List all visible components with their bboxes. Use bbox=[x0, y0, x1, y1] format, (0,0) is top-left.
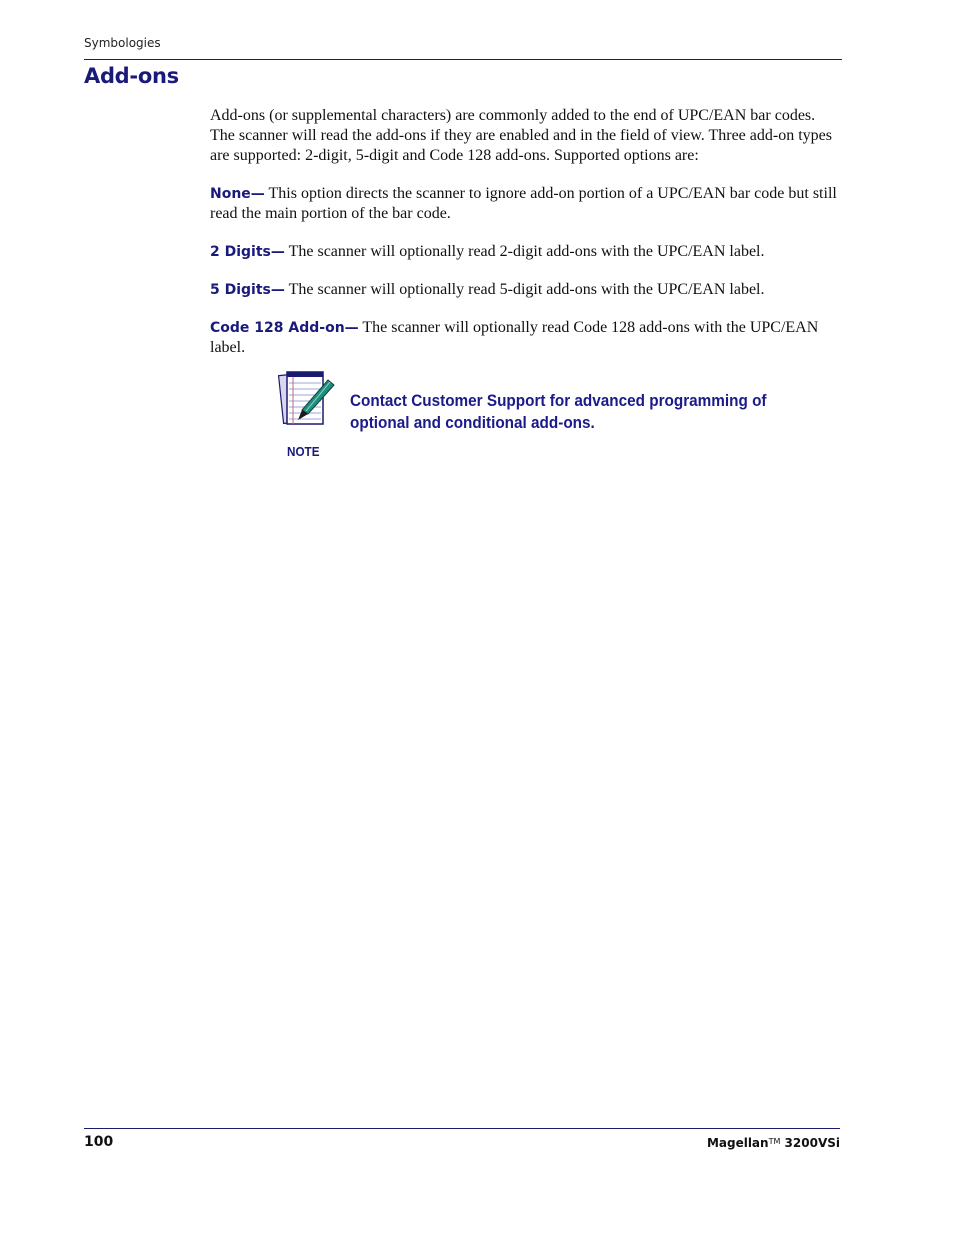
option-none bbox=[210, 184, 842, 224]
option-term: 5 Digits— bbox=[210, 282, 285, 298]
note-text: Contact Customer Support for advanced programming of optional and conditional add-ons. bbox=[350, 391, 767, 432]
footer-rule bbox=[84, 1128, 840, 1129]
note-label: NOTE bbox=[287, 444, 320, 459]
trademark-symbol: TM bbox=[768, 1137, 781, 1146]
note-pad-pen-icon bbox=[278, 370, 336, 430]
option-term: 2 Digits— bbox=[210, 244, 285, 260]
option-code-128 bbox=[210, 318, 842, 358]
option-description: The scanner will optionally read 5-digit add-ons with the UPC/EAN label. bbox=[284, 281, 765, 298]
option-2-digits bbox=[210, 242, 842, 262]
option-term: Code 128 Add-on— bbox=[210, 320, 359, 336]
header-section-label: Symbologies bbox=[84, 36, 161, 50]
body-text bbox=[210, 106, 842, 376]
page-title: Add-ons bbox=[84, 64, 179, 88]
page-number: 100 bbox=[84, 1134, 114, 1150]
option-description: The scanner will optionally read 2-digit add-ons with the UPC/EAN label. bbox=[284, 243, 765, 260]
product-model: 3200VSi bbox=[780, 1136, 840, 1150]
option-description: This option directs the scanner to ignore add-on portion of a UPC/EAN bar code but still read the main portion of the bar code. bbox=[210, 185, 837, 222]
option-5-digits bbox=[210, 280, 842, 300]
option-term: None— bbox=[210, 186, 265, 202]
intro-paragraph: Add-ons (or supplemental characters) are commonly added to the end of UPC/EAN bar codes. The scanner will read the add-ons if they are enabled and in the field of view. Three add-on types are supported: 2-digit, 5-digit and Code 128 add-ons. Supported options are: bbox=[210, 107, 832, 164]
product-name bbox=[707, 1136, 840, 1150]
product-brand: Magellan bbox=[706, 1136, 769, 1150]
option-description: The scanner will optionally read Code 128 add-ons with the UPC/EAN label. bbox=[210, 319, 819, 356]
header-rule bbox=[84, 59, 842, 60]
note-callout bbox=[278, 370, 838, 465]
